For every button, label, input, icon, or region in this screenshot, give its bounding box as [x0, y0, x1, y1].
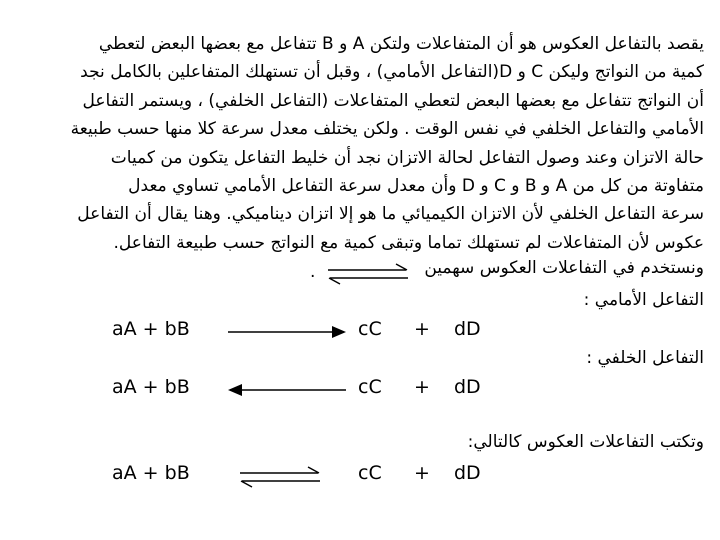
forward-reaction-label [584, 290, 704, 310]
backward-reaction-label [586, 348, 704, 368]
forward-label-text: التفاعل الأمامي : [583, 290, 704, 310]
paragraph-line: سرعة التفاعل الخلفي لأن الاتزان الكيميائي ما هو إلا اتزان ديناميكي. وهنا يقال أن التفاعل [77, 204, 704, 225]
product-d: dD [454, 376, 481, 398]
paragraph-line: يقصد بالتفاعل العكوس هو أن المتفاعلات ولتكن A و B تتفاعل مع بعضها البعض لتعطي [98, 34, 704, 54]
two-arrows-sentence [424, 258, 704, 278]
paragraph-line: الأمامي والتفاعل الخلفي في نفس الوقت . ولكن يختلف معدل سرعة كلا منها حسب طبيعة [70, 119, 704, 140]
reversible-equation [0, 462, 720, 496]
sentence-dot: . [310, 262, 316, 282]
backward-arrow-icon [226, 382, 348, 398]
reactants: aA + bB [112, 462, 190, 484]
product-c: cC [358, 376, 382, 398]
paragraph-line: عكوس لأن المتفاعلات لم تستهلك تماما وتبقى كمية مع النواتج حسب طبيعة التفاعل. [113, 232, 704, 253]
written-label-text: وتكتب التفاعلات العكوس كالتالي: [467, 432, 704, 452]
written-form-label [468, 432, 704, 452]
backward-label-text: التفاعل الخلفي : [586, 348, 704, 368]
forward-arrow-icon [226, 324, 348, 340]
forward-equation [0, 318, 720, 352]
product-d: dD [454, 318, 481, 340]
equilibrium-arrows-icon [238, 466, 322, 488]
plus-sign: + [414, 376, 430, 398]
product-c: cC [358, 462, 382, 484]
plus-sign: + [414, 318, 430, 340]
product-d: dD [454, 462, 481, 484]
equilibrium-arrows-icon [326, 263, 410, 285]
product-c: cC [358, 318, 382, 340]
paragraph-line: أن النواتج تتفاعل مع بعضها البعض لتعطي المتفاعلات (التفاعل الخلفي) ، ويستمر التفاعل [82, 90, 704, 111]
paragraph-line: حالة الاتزان وعند وصول التفاعل لحالة الاتزان نجد أن خليط التفاعل يتكون من كميات [110, 147, 704, 168]
paragraph-line: متفاوتة من كل من A و B و C و D وأن معدل سرعة التفاعل الأمامي تساوي معدل [128, 176, 704, 197]
plus-sign: + [414, 462, 430, 484]
reactants: aA + bB [112, 318, 190, 340]
paragraph-line: كمية من النواتج وليكن C و D(التفاعل الأمامي) ، وقبل أن تستهلك المتفاعلين بالكامل نجد [80, 62, 704, 83]
intro-paragraph [18, 30, 704, 257]
backward-equation [0, 376, 720, 410]
two-arrows-text: ونستخدم في التفاعلات العكوس سهمين [424, 258, 704, 278]
reactants: aA + bB [112, 376, 190, 398]
